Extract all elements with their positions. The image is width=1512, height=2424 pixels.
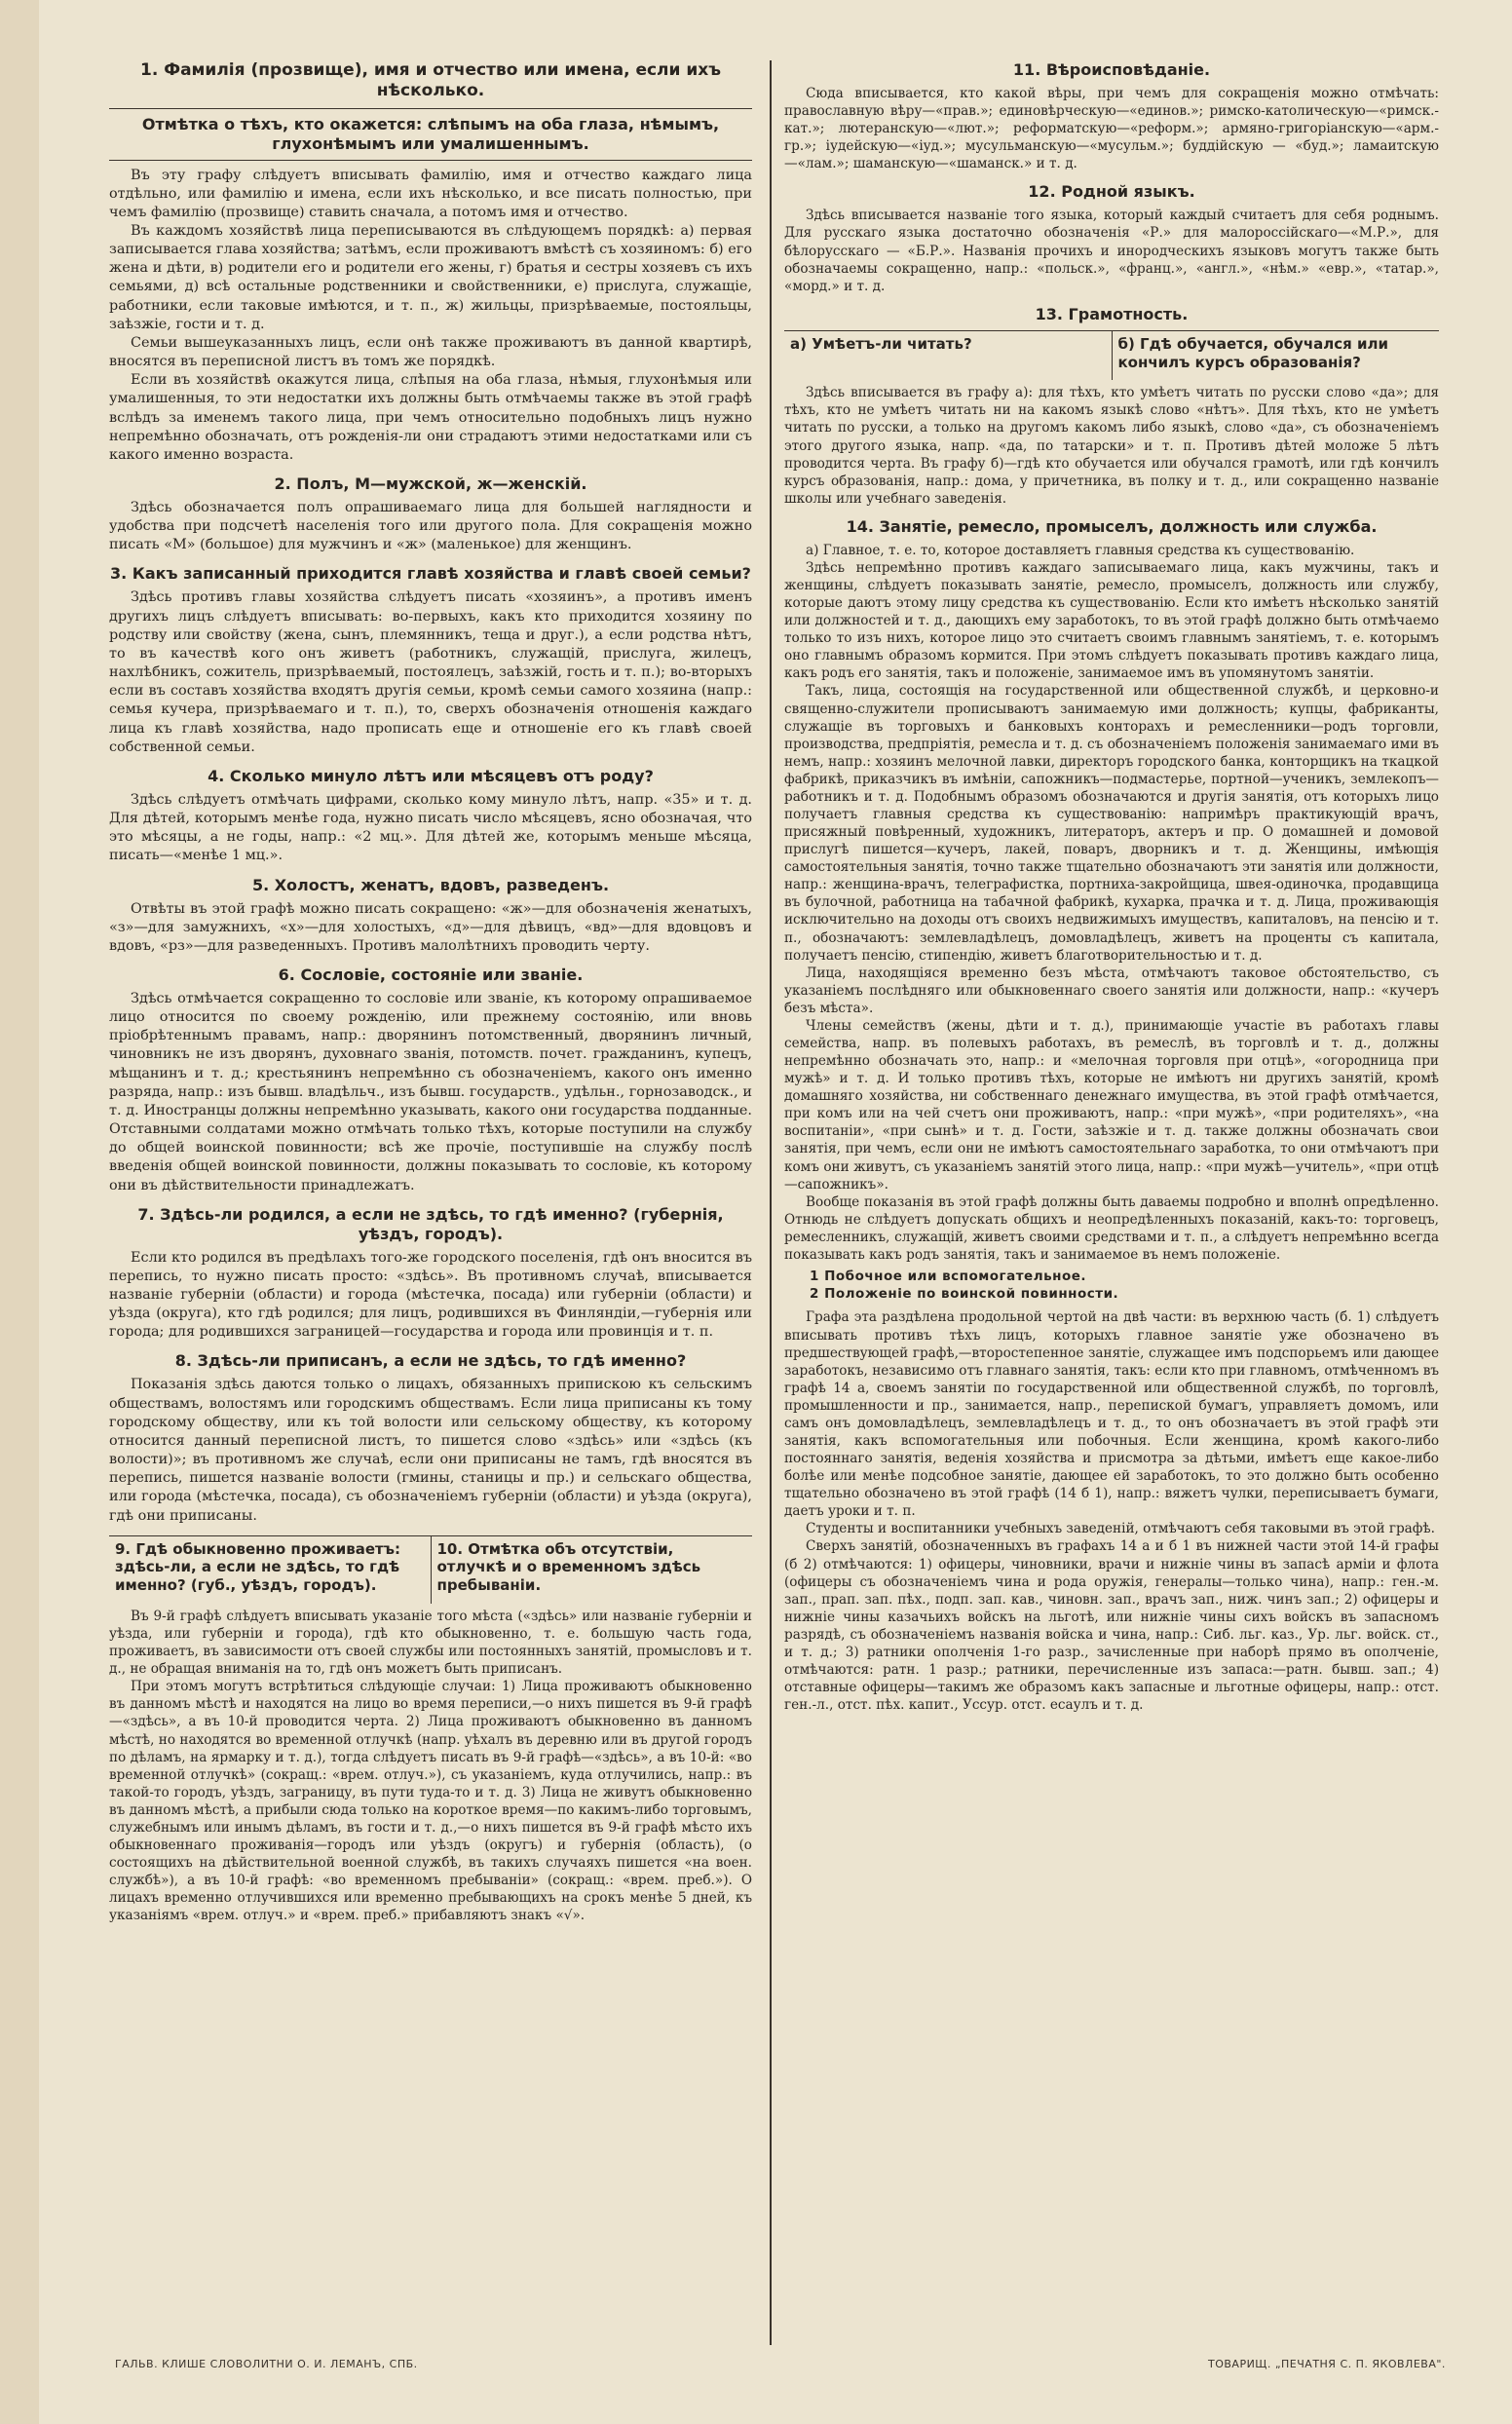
section-11-title: 11. Вѣроисповѣданіе. — [1012, 60, 1211, 79]
paragraph: Показанія здѣсь даются только о лицахъ, обязанныхъ припискою къ сельскимъ обществамъ, волостямъ или городскимъ обществамъ. Если лица приписаны къ тому городскому обществу, или къ той волости или сельскому обществу, къ которому относится данный переписной листъ, то пишется слово «здѣсь» или «здѣсь (къ волости)»; въ противномъ же случаѣ, если они приписаны не тамъ, гдѣ вносятся въ перепись, пишется названіе волости (гмины, станицы и пр.) и сельскаго общества, или города (мѣстечка, посада), съ обозначеніемъ губерніи (области) и уѣзда (округа), гдѣ они приписаны. — [109, 1377, 752, 1524]
paragraph: Сюда вписывается, кто какой вѣры, при чемъ для сокращенія можно отмѣчать: православную вѣру—«прав.»; единовѣрческую—«единов.»; римско-католическую—«римск.-кат.»; лютеранскую—«лют.»; реформатскую—«реформ.»; армяно-григоріанскую—«арм.-гр.»; іудейскую—«іуд.»; мусульманскую—«мусульм.»; буддійскую — «буд.»; ламаитскую—«лам.»; шаманскую—«шаманск.» и т. д. — [784, 86, 1439, 172]
section-12 — [784, 182, 1439, 294]
paragraph: При этомъ могутъ встрѣтиться слѣдующіе случаи: 1) Лица проживаютъ обыкновенно въ данномъ мѣстѣ и находятся на лицо во время переписи,—о нихъ пишется въ 9-й графѣ—«здѣсь», а въ 10-й проводится черта. 2) Лица проживаютъ обыкновенно въ данномъ мѣстѣ, но находятся во временной отлучкѣ (напр. уѣхалъ въ деревню или въ другой городъ по дѣламъ, на ярмарку и т. д.), тогда слѣдуетъ писать въ 9-й графѣ—«здѣсь», а въ 10-й: «во временной отлучкѣ» (сокращ.: «врем. отлуч.»), съ указаніемъ, куда отлучились, напр.: въ такой-то городъ, уѣздъ, заграницу, въ пути туда-то и т. д. 3) Лица не живутъ обыкновенно въ данномъ мѣстѣ, а прибыли сюда только на короткое время—по какимъ-либо торговымъ, служебнымъ или инымъ дѣламъ, въ гости и т. д.,—о нихъ пишется въ 9-й графѣ мѣсто ихъ обыкновеннаго проживанія—городъ или уѣздъ (округъ) и губернія (область), (о состоящихъ на дѣйствительной военной службѣ, въ такихъ случаяхъ пишется «на воен. службѣ»), а въ 10-й графѣ: «во временномъ пребываніи» (сокращ.: «врем. преб.»). О лицахъ временно отлучившихся или временно пребывающихъ на срокъ менѣе 5 дней, къ указаніямъ «врем. отлуч.» и «врем. преб.» прибавляютъ знакъ «√». — [109, 1679, 752, 1924]
paper-edge — [0, 0, 39, 2424]
section-9-header — [109, 1536, 431, 1604]
section-5 — [109, 876, 752, 956]
paragraph: Въ 9-й графѣ слѣдуетъ вписывать указаніе того мѣста («здѣсь» или названіе губерніи и уѣзда, или губерніи и города), гдѣ кто обыкновенно, т. е. большую часть года, проживаетъ, въ зависимости отъ своей службы или постоянныхъ занятій, промысловъ и т. д., не обращая вниманія на то, гдѣ онъ можетъ быть приписанъ. — [109, 1608, 752, 1678]
column-divider — [770, 60, 772, 2345]
section-6-title: 6. Сословіе, состояніе или званіе. — [278, 965, 584, 984]
section-2-title: 2. Полъ, М—мужской, ж—женскій. — [274, 474, 587, 493]
section-8-title: 8. Здѣсь-ли приписанъ, а если не здѣсь, то гдѣ именно? — [174, 1351, 687, 1371]
paragraph: Отвѣты въ этой графѣ можно писать сокращено: «ж»—для обозначенія женатыхъ, «з»—для замужнихъ, «х»—для холостыхъ, «д»—для дѣвицъ, «вд»—для вдовцовъ и вдовъ, «рз»—для разведенныхъ. Противъ малолѣтнихъ проводить черту. — [109, 900, 752, 954]
section-10-header — [431, 1536, 753, 1604]
section-9-title: 9. Гдѣ обыкновенно проживаетъ: здѣсь-ли, а если не здѣсь, то гдѣ именно? (губ., уѣздъ, городъ). — [115, 1539, 400, 1595]
paragraph: Здѣсь слѣдуетъ отмѣчать цифрами, сколько кому минуло лѣтъ, напр. «35» и т. д. Для дѣтей, которымъ менѣе года, нужно писать число мѣсяцевъ, ясно обозначая, что это мѣсяцы, а не годы, напр.: «2 мц.». Для дѣтей же, которымъ меньше мѣсяца, писать—«менѣе 1 мц.». — [109, 791, 752, 864]
paragraph: Здѣсь противъ главы хозяйства слѣдуетъ писать «хозяинъ», а противъ именъ другихъ лицъ слѣдуетъ вписывать: во-первыхъ, какъ кто приходится хозяину по родству или свойству (жена, сынъ, племянникъ, теща и друг.), а если родства нѣтъ, то въ качествѣ кого онъ живетъ (работникъ, служащій, прислуга, жилецъ, нахлѣбникъ, сожитель, призрѣваемый, постоялецъ, заѣзжій, гость и т. п.); во-вторыхъ если въ составъ хозяйства входятъ другія семьи, кромѣ семьи самого хозяина (напр.: семья кучера, призрѣваемаго и т. п.), то, сверхъ обозначенія отношенія каждаго лица къ главѣ хозяйства, надо прописать еще и отношеніе его къ главѣ своей собственной семьи. — [109, 589, 752, 755]
section-4 — [109, 767, 752, 866]
section-13b-title: б) Гдѣ обучается, обучался или кончилъ курсъ образованія? — [1117, 334, 1388, 371]
paragraph: Графа эта раздѣлена продольной чертой на двѣ части: въ верхнюю часть (б. 1) слѣдуетъ вписывать противъ тѣхъ лицъ, которыхъ главное занятіе уже обозначено въ предшествующей графѣ,—второстепенное занятіе, служащее имъ подспорьемъ или дающее заработокъ, независимо отъ главнаго занятія, такъ: если кто при главномъ, отмѣченномъ въ графѣ 14 а, своемъ занятіи по государственной или общественной службѣ, по торговлѣ, промышленности и пр., занимается, напр., перепиской бумагъ, управляетъ домомъ, или самъ онъ домовладѣлецъ, землевладѣлецъ и т. д., то онъ обозначаетъ въ этой графѣ эти занятія, какъ вспомогательныя или побочныя. Если женщина, кромѣ какого-либо постояннаго занятія, веденія хозяйства и присмотра за дѣтьми, имѣетъ еще какое-либо болѣе или менѣе подсобное занятіе, дающее ей заработокъ, то это должно быть особенно тщательно обозначено въ этой графѣ (14 б 1), напр.: вяжетъ чулки, переписываетъ бумаги, даетъ уроки и т. п. — [784, 1309, 1439, 1520]
section-14-subtitle: а) Главное, т. е. то, которое доставляетъ главныя средства къ существованію. — [806, 542, 1355, 558]
printer-credit-left: ГАЛЬВ. КЛИШЕ СЛОВОЛИТНИ О. И. ЛЕМАНЪ, СПБ. — [115, 2358, 418, 2370]
section-1 — [109, 60, 752, 465]
paragraph: Лица, находящіяся временно безъ мѣста, отмѣчаютъ таковое обстоятельство, съ указаніемъ послѣдняго или обыкновеннаго своего занятія или должности, напр.: «кучеръ безъ мѣста». — [784, 965, 1439, 1016]
part-b1: 1 Побочное или вспомогательное. — [810, 1269, 1087, 1285]
section-1-subtitle: Отмѣтка о тѣхъ, кто окажется: слѣпымъ на оба глаза, нѣмымъ, глухонѣмымъ или умалишеннымъ. — [141, 114, 720, 153]
paragraph: Вообще показанія въ этой графѣ должны быть даваемы подробно и вполнѣ опредѣленно. Отнюдь не слѣдуетъ допускать общихъ и неопредѣленныхъ показаній, какъ-то: торговецъ, ремесленникъ, служащій, живетъ своими средствами и т. п., а слѣдуетъ непремѣнно всегда показывать какъ родъ занятія, такъ и занимаемое въ немъ положеніе. — [784, 1193, 1439, 1263]
divider-rule — [109, 160, 752, 161]
section-13-header — [784, 330, 1439, 381]
section-6 — [109, 966, 752, 1195]
right-column — [784, 60, 1439, 2335]
section-2 — [109, 474, 752, 554]
part-b2: 2 Положеніе по воинской повинности. — [810, 1286, 1119, 1303]
section-7-title: 7. Здѣсь-ли родился, а если не здѣсь, то гдѣ именно? (губернія, уѣздъ, городъ). — [137, 1204, 724, 1243]
section-10-title: 10. Отмѣтка объ отсутствіи, отлучкѣ и о временномъ здѣсь пребываніи. — [436, 1539, 701, 1595]
paragraph: Здѣсь отмѣчается сокращенно то сословіе или званіе, къ которому опрашиваемое лицо относится по своему рожденію, или прежнему состоянію, или вновь пріобрѣтеннымъ правамъ, напр.: дворянинъ потомственный, дворянинъ личный, чиновникъ не изъ дворянъ, духовнаго званія, потомств. почет. гражданинъ, купецъ, мѣщанинъ и т. д.; крестьянинъ непремѣнно съ обозначеніемъ, какого онъ именно разряда, напр.: изъ бывш. владѣльч., изъ бывш. государств., удѣльн., горнозаводск., и т. д. Иностранцы должны непремѣнно указывать, какого они государства подданные. Отставными солдатами можно отмѣчать только тѣхъ, которые поступили на службу до общей воинской повинности; всѣ же прочіе, поступившіе на службу послѣ введенія общей воинской повинности, должны показывать то сословіе, къ которому они въ дѣйствительности принадлежатъ. — [109, 990, 752, 1193]
paragraph: Въ эту графу слѣдуетъ вписывать фамилію, имя и отчество каждаго лица отдѣльно, или фамилію и имена, если ихъ нѣсколько, и все писать полностью, при чемъ фамилію (прозвище) ставить сначала, а потомъ имя и отчество. — [109, 167, 752, 220]
paragraph: Если въ хозяйствѣ окажутся лица, слѣпыя на оба глаза, нѣмыя, глухонѣмыя или умалишенныя, то эти недостатки ихъ должны быть отмѣчаемы также въ этой графѣ вслѣдъ за именемъ такого лица, при чемъ относительно подобныхъ лицъ нужно непремѣнно обозначать, отъ рожденія-ли они страдаютъ этими недостатками или съ какого именно возраста. — [109, 372, 752, 463]
section-13 — [784, 305, 1439, 508]
paragraph: Сверхъ занятій, обозначенныхъ въ графахъ 14 а и б 1 въ нижней части этой 14-й графы (б 2) отмѣчаются: 1) офицеры, чиновники, врачи и нижніе чины въ запасѣ арміи и флота (офицеры съ обозначеніемъ чина и рода оружія, генералы—только чина), напр.: ген.-м. зап., прап. зап. пѣх., подп. зап. кав., чиновн. зап., врачъ зап., ниж. чинъ зап.; 2) офицеры и нижніе чины казачьихъ войскъ на льготѣ, или нижніе чины сихъ войскъ въ запасномъ разрядѣ, съ обозначеніемъ названія войска и чина, напр.: Сиб. льг. каз., Ур. льг. войск. ст., и т. д.; 3) ратники ополченія 1-го разр., зачисленные при наборѣ прямо въ ополченіе, отмѣчаются: ратн. 1 разр.; ратники, перечисленные изъ запаса:—ратн. бывш. зап.; 4) отставные офицеры—такимъ же образомъ какъ запасные и льготные офицеры, напр.: отст. ген.-л., отст. пѣх. капит., Уссур. отст. есаулъ и т. д. — [784, 1538, 1439, 1714]
section-11 — [784, 60, 1439, 172]
section-13-title: 13. Грамотность. — [1035, 304, 1189, 323]
section-14b-parts — [784, 1268, 1439, 1303]
section-3 — [109, 564, 752, 756]
divider-rule — [109, 108, 752, 109]
left-column — [109, 60, 752, 2335]
section-3-title: 3. Какъ записанный приходится главѣ хозяйства и главѣ своей семьи? — [110, 564, 751, 584]
section-5-title: 5. Холостъ, женатъ, вдовъ, разведенъ. — [251, 875, 610, 894]
printer-credit-right: ТОВАРИЩ. „ПЕЧАТНЯ С. П. ЯКОВЛЕВА". — [1208, 2358, 1446, 2370]
section-7 — [109, 1205, 752, 1343]
section-13b-header — [1112, 331, 1440, 381]
section-1-title: 1. Фамилія (прозвище), имя и отчество или имена, если ихъ нѣсколько. — [140, 60, 721, 101]
section-12-title: 12. Родной языкъ. — [1028, 182, 1195, 202]
paragraph: Семьи вышеуказанныхъ лицъ, если онѣ также проживаютъ въ данной квартирѣ, вносятся въ переписной листъ въ томъ же порядкѣ. — [109, 334, 752, 370]
section-9-10-header — [109, 1535, 752, 1604]
paragraph: Члены семействъ (жены, дѣти и т. д.), принимающіе участіе въ работахъ главы семейства, напр. въ полевыхъ работахъ, въ ремеслѣ, въ торговлѣ и т. д., должны непремѣнно обозначать это, напр.: и «мелочная торговля при отцѣ», «огородница при мужѣ» и т. д. И только противъ тѣхъ, которые не имѣютъ ни другихъ занятій, кромѣ домашняго хозяйства, ни собственнаго денежнаго имущества, въ этой графѣ отмѣчается, при комъ или на чей счетъ они проживаютъ, напр.: «при мужѣ», «при родителяхъ», «на воспитаніи», «при сынѣ» и т. д. Гости, заѣзжіе и т. д. также должны обозначать свои занятія, при чемъ, если они не имѣютъ самостоятельнаго заработка, то они отмѣчаютъ при комъ они живутъ, съ указаніемъ занятій этого лица, напр.: «при мужѣ—учитель», «при отцѣ—сапожникъ». — [784, 1017, 1439, 1193]
paragraph: Здѣсь вписывается въ графу а): для тѣхъ, кто умѣетъ читать по русски слово «да»; для тѣхъ, кто не умѣетъ читать ни на какомъ языкѣ слово «нѣтъ». Для тѣхъ, кто не умѣетъ читать по русски, а только на другомъ какомъ либо языкѣ, слово «да», съ обозначеніемъ этого другого языка, напр. «да, по татарски» и т. п. Противъ дѣтей моложе 5 лѣтъ проводится черта. Въ графу б)—гдѣ кто обучается или обучался грамотѣ, или гдѣ кончилъ курсъ образованія, напр.: дома, у причетника, въ полку и т. д., или сокращенно названіе школы или учебнаго заведенія. — [784, 385, 1439, 507]
section-14 — [784, 517, 1439, 1714]
section-9-10-body — [109, 1608, 752, 1924]
paragraph: Здѣсь вписывается названіе того языка, который каждый считаетъ для себя роднымъ. Для русскаго языка достаточно обозначенія «Р.» для малороссійскаго—«М.Р.», для бѣлорусскаго — «Б.Р.». Названія прочихъ и инородческихъ языковъ могутъ также быть обозначаемы сокращенно, напр.: «польск.», «франц.», «англ.», «нѣм.» «евр.», «татар.», «морд.» и т. д. — [784, 208, 1439, 294]
section-4-title: 4. Сколько минуло лѣтъ или мѣсяцевъ отъ роду? — [208, 766, 654, 785]
paragraph: Здѣсь непремѣнно противъ каждаго записываемаго лица, какъ мужчины, такъ и женщины, слѣдуетъ показывать занятіе, ремесло, промыселъ, должность или службу, которые даютъ этому лицу средства къ существованію. Если кто имѣетъ нѣсколько занятій или должностей и т. д., дающихъ ему заработокъ, то въ этой графѣ должно быть отмѣчаемо только то изъ нихъ, которое лицо это считаетъ своимъ главнымъ занятіемъ, т. е. которымъ оно главнымъ образомъ кормится. При этомъ слѣдуетъ показывать противъ каждаго лица, какъ родъ его занятія, такъ и положеніе, занимаемое имъ въ упомянутомъ занятіи. — [784, 559, 1439, 682]
paragraph: Такъ, лица, состоящія на государственной или общественной службѣ, и церковно-и священно-служители прописываютъ занимаемую ими должность; купцы, фабриканты, служащіе въ торговыхъ и банковыхъ конторахъ и ремесленники—родъ торговли, производства, предпріятія, ремесла и т. д. съ обозначеніемъ положенія занимаемаго ими въ немъ, напр.: хозяинъ мелочной лавки, директоръ городского банка, конторщикъ на ткацкой фабрикѣ, приказчикъ въ имѣніи, сапожникъ—подмастерье, портной—ученикъ, землекопъ—работникъ и т. д. Подобнымъ образомъ обозначаются и другія занятія, отъ которыхъ лицо получаетъ главныя средства къ существованію: напримѣръ практикующій врачъ, присяжный повѣренный, художникъ, литераторъ, актеръ и пр. О домашней и домовой прислугѣ пишется—кучеръ, лакей, поваръ, дворникъ и т. д. Женщины, имѣющія самостоятельныя занятія, точно также тщательно обозначаютъ эти занятія или должности, напр.: женщина-врачъ, телеграфистка, портниха-закройщица, швея-одиночка, продавщица въ булочной, работница на табачной фабрикѣ, кухарка, прачка и т. д. Лица, проживающія исключительно на доходы отъ своихъ недвижимыхъ имуществъ, капиталовъ, на пенсію и т. п., обозначаютъ: землевладѣлецъ, домовладѣлецъ, живетъ на проценты съ капитала, получаетъ пенсію, стипендію, живетъ благотворительностью и т. д. — [784, 683, 1439, 964]
section-13a-header — [784, 331, 1112, 381]
paragraph: Въ каждомъ хозяйствѣ лица переписываются въ слѣдующемъ порядкѣ: а) первая записывается глава хозяйства; затѣмъ, если проживаютъ вмѣстѣ съ хозяиномъ: б) его жена и дѣти, в) родители его и родители его жены, г) братья и сестры хозяевъ съ ихъ семьями, д) всѣ остальные родственники и свойственники, е) прислуга, служащіе, работники, если таковые имѣются, и т. п., ж) жильцы, призрѣваемые, постояльцы, заѣзжіе, гости и т. д. — [109, 222, 752, 332]
paragraph: Здѣсь обозначается полъ опрашиваемаго лица для большей наглядности и удобства при подсчетѣ населенія того или другого пола. Для сокращенія можно писать «М» (большое) для мужчинъ и «ж» (маленькое) для женщинъ. — [109, 500, 752, 553]
section-13a-title: а) Умѣетъ-ли читать? — [790, 334, 972, 353]
section-8 — [109, 1351, 752, 1525]
paragraph: Если кто родился въ предѣлахъ того-же городского поселенія, гдѣ онъ вносится въ перепись, то нужно писать просто: «здѣсь». Въ противномъ случаѣ, вписывается названіе губерніи (области) и города (мѣстечка, посада) или губерніи (области) и уѣзда (округа), кто гдѣ родился; для лицъ, родившихся въ Финляндіи,—губернія или города; для родившихся заграницей—государства и города или провинція и т. п. — [109, 1249, 752, 1341]
paragraph: Студенты и воспитанники учебныхъ заведеній, отмѣчаютъ себя таковыми въ этой графѣ. — [806, 1521, 1435, 1537]
section-14-title: 14. Занятіе, ремесло, промыселъ, должность или служба. — [846, 516, 1378, 536]
